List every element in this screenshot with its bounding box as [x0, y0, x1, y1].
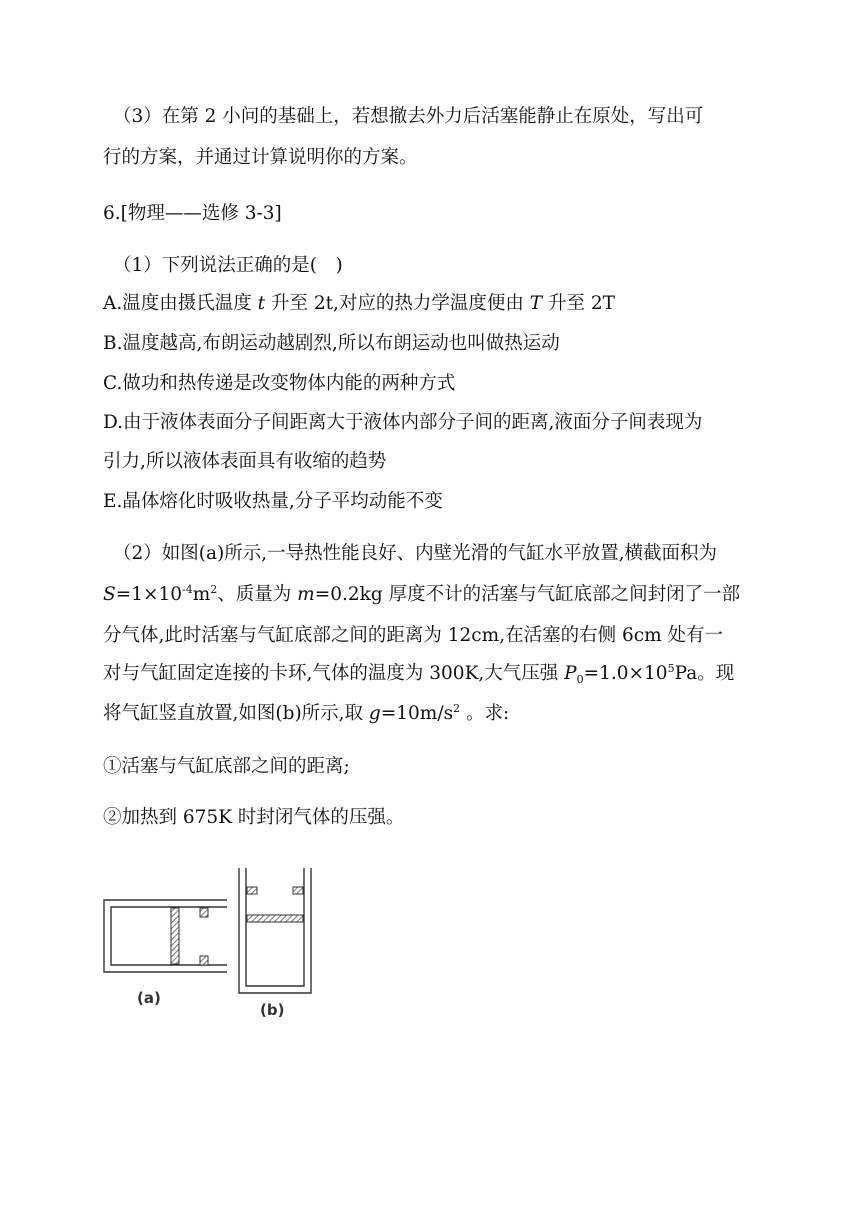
q6-part2-line-3: 分气体,此时活塞与气缸底部之间的距离为 12cm,在活塞的右侧 6cm 处有一	[103, 625, 724, 646]
option-c: C.做功和热传递是改变物体内能的两种方式	[103, 373, 456, 394]
q6-part2-line-4: 对与气缸固定连接的卡环,气体的温度为 300K,大气压强 $P_0=1.0\times 10^5Pa$。现	[103, 662, 735, 686]
figure-a-clamp-top	[200, 908, 208, 917]
q3-line-1: （3）在第 2 小问的基础上，若想撤去外力后活塞能静止在原处，写出可	[113, 106, 704, 127]
figure-b-label: (b)	[260, 1001, 285, 1019]
figure-a-clamp-bottom	[200, 956, 208, 965]
figure-a-label: (a)	[137, 989, 161, 1007]
q6-subquestion-2: ②加热到 675K 时封闭气体的压强。	[103, 807, 405, 828]
option-a: A.温度由摄氏温度 t 升至 2t,对应的热力学温度便由 T 升至 2T	[103, 293, 616, 314]
q6-part2-line-5: 将气缸竖直放置,如图(b)所示,取 $g=10m/s^2$ 。求:	[103, 702, 510, 724]
option-e: E.晶体熔化时吸收热量,分子平均动能不变	[103, 491, 443, 512]
q6-part2-line-1: （2）如图(a)所示,一导热性能良好、内壁光滑的气缸水平放置,横截面积为	[113, 543, 717, 564]
figure-b-clamp-right	[293, 887, 303, 894]
figure-b-clamp-left	[247, 887, 257, 894]
q6-subquestion-1: ①活塞与气缸底部之间的距离;	[103, 756, 350, 777]
q6-part2-line-2: $S=1\times 10^{-4}m^2$、质量为 m=0.2kg 厚度不计的活塞与气缸底部之间封闭了一部	[103, 583, 741, 605]
option-d-line-2: 引力,所以液体表面具有收缩的趋势	[103, 451, 387, 472]
figure-a-cylinder	[104, 900, 227, 972]
cylinder-figure	[100, 858, 340, 1028]
option-b: B.温度越高,布朗运动越剧烈,所以布朗运动也叫做热运动	[103, 333, 560, 354]
q3-line-2: 行的方案，并通过计算说明你的方案。	[103, 147, 418, 168]
q6-part1-stem: （1）下列说法正确的是( )	[113, 255, 343, 276]
figure-b-piston	[247, 915, 303, 922]
q6-heading: 6.[物理——选修 3-3]	[103, 203, 282, 224]
figure-a-piston	[171, 908, 179, 964]
option-d-line-1: D.由于液体表面分子间距离大于液体内部分子间的距离,液面分子间表现为	[103, 412, 703, 433]
